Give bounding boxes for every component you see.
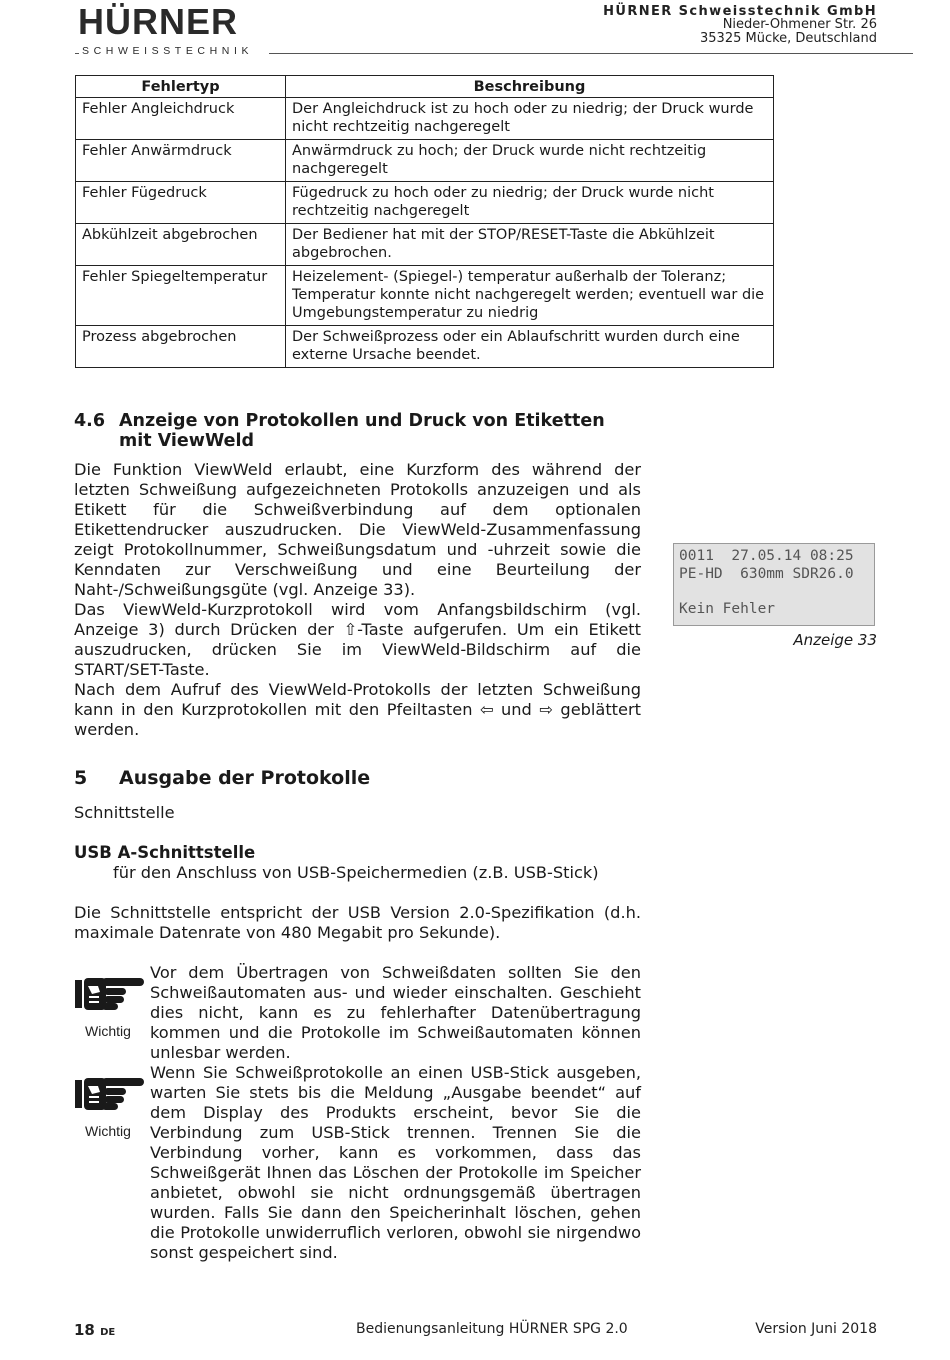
company-logo-subtitle: SCHWEISSTECHNIK	[82, 45, 254, 57]
pointing-hand-icon	[74, 972, 146, 1016]
lcd-line	[679, 583, 874, 601]
description-cell: Der Bediener hat mit der STOP/RESET-Taste die Abkühlzeit abgebrochen.	[286, 224, 774, 266]
company-street: Nieder-Ohmener Str. 26	[722, 17, 877, 32]
pointing-hand-icon	[74, 1072, 146, 1116]
error-type-cell: Fehler Anwärmdruck	[76, 140, 286, 182]
company-city: 35325 Mücke, Deutschland	[700, 31, 877, 46]
column-header-description: Beschreibung	[286, 76, 774, 98]
page-number-value: 18	[74, 1321, 95, 1339]
paragraph-viewweld-intro: Die Funktion ViewWeld erlaubt, eine Kurzform des während der letzten Schweißung aufgezeichneten Protokolls anzuzeigen und als Etikett für die Schweißverbindung auf dem optionalen Etikettendrucker auszudrucken. Die ViewWeld-Zusammenfassung zeigt Protokollnummer, Schweißungsdatum und -uhrzeit sowie die Kenndaten zur Verschweißung und eine Beurteilung der Naht-/Schweißungsgüte (vgl. Anzeige 33).	[74, 460, 641, 599]
table-row	[76, 182, 774, 224]
paragraph-viewweld-call: Das ViewWeld-Kurzprotokoll wird vom Anfangsbildschirm (vgl. Anzeige 3) durch Drücken der ⇧-Taste aufgerufen. Um ein Etikett auszudrucken, drücken Sie im ViewWeld-Bildschirm auf die START/SET-Taste.	[74, 600, 641, 679]
display-caption: Anzeige 33	[793, 631, 877, 649]
section-number: 5	[74, 767, 88, 789]
interface-label: Schnittstelle	[74, 803, 175, 822]
lcd-line: 0011 27.05.14 08:25	[679, 548, 854, 564]
table-row	[76, 98, 774, 140]
usb-heading: USB A-Schnittstelle	[74, 843, 256, 862]
table-header-row	[76, 76, 774, 98]
page-number	[74, 1321, 115, 1339]
section-number: 4.6	[74, 411, 106, 431]
page-language: DE	[100, 1327, 116, 1338]
description-cell: Fügedruck zu hoch oder zu niedrig; der Druck wurde nicht rechtzeitig nachgeregelt	[286, 182, 774, 224]
lcd-display	[673, 543, 875, 626]
section-title: Ausgabe der Protokolle	[119, 767, 371, 789]
usb-specification: Die Schnittstelle entspricht der USB Version 2.0-Spezifikation (d.h. maximale Datenrate von 480 Megabit pro Sekunde).	[74, 903, 641, 942]
usb-description: für den Anschluss von USB-Speichermedien (z.B. USB-Stick)	[113, 863, 599, 882]
error-type-cell: Fehler Spiegeltemperatur	[76, 266, 286, 326]
footer-version: Version Juni 2018	[755, 1321, 877, 1337]
error-type-cell: Abkühlzeit abgebrochen	[76, 224, 286, 266]
description-cell: Der Angleichdruck ist zu hoch oder zu niedrig; der Druck wurde nicht rechtzeitig nachgeregelt	[286, 98, 774, 140]
error-type-cell: Fehler Angleichdruck	[76, 98, 286, 140]
table-row	[76, 326, 774, 368]
error-type-table	[75, 75, 774, 368]
description-cell: Heizelement- (Spiegel-) temperatur außerhalb der Toleranz; Temperatur konnte nicht nachgeregelt werden; eventuell war die Umgebungstemperatur zu niedrig	[286, 266, 774, 326]
error-type-cell: Fehler Fügedruck	[76, 182, 286, 224]
section-title: Anzeige von Protokollen und Druck von Etiketten mit ViewWeld	[119, 411, 605, 451]
column-header-error-type: Fehlertyp	[76, 76, 286, 98]
description-cell: Der Schweißprozess oder ein Ablaufschritt wurden durch eine externe Ursache beendet.	[286, 326, 774, 368]
note-text: Wenn Sie Schweißprotokolle an einen USB-Stick ausgeben, warten Sie stets bis die Meldung „Ausgabe beendet“ auf dem Display des Produkts erscheint, bevor Sie die Verbindung zum USB-Stick trennen. Trennen Sie die Verbindung vorher, kann es vorkommen, dass das Schweißgerät Ihnen das Löschen der Protokolle im Speicher anbietet, obwohl sie nicht ordnungsgemäß übertragen wurden. Falls Sie dann den Speicherinhalt löschen, gehen die Protokolle unwiderruflich verloren, obwohl sie nirgendwo sonst gespeichert sind.	[150, 1063, 641, 1262]
description-cell: Anwärmdruck zu hoch; der Druck wurde nicht rechtzeitig nachgeregelt	[286, 140, 774, 182]
table-row	[76, 266, 774, 326]
note-text: Vor dem Übertragen von Schweißdaten sollten Sie den Schweißautomaten aus- und wieder einschalten. Geschieht dies nicht, kann es zu fehlerhafter Datenübertragung kommen und die Protokolle im Schweißautomaten können unlesbar werden.	[150, 963, 641, 1062]
error-type-cell: Prozess abgebrochen	[76, 326, 286, 368]
note-label: Wichtig	[85, 1123, 131, 1139]
company-name: HÜRNER Schweisstechnik GmbH	[603, 4, 877, 19]
footer-title: Bedienungsanleitung HÜRNER SPG 2.0	[356, 1321, 628, 1337]
company-logo: HÜRNER	[78, 1, 239, 42]
paragraph-viewweld-browse: Nach dem Aufruf des ViewWeld-Protokolls der letzten Schweißung kann in den Kurzprotokollen mit den Pfeiltasten ⇦ und ⇨ geblättert werden.	[74, 680, 641, 739]
lcd-line: Kein Fehler	[679, 600, 776, 617]
table-row	[76, 224, 774, 266]
note-label: Wichtig	[85, 1023, 131, 1039]
lcd-line: PE-HD 630mm SDR26.0	[679, 565, 854, 582]
table-row	[76, 140, 774, 182]
